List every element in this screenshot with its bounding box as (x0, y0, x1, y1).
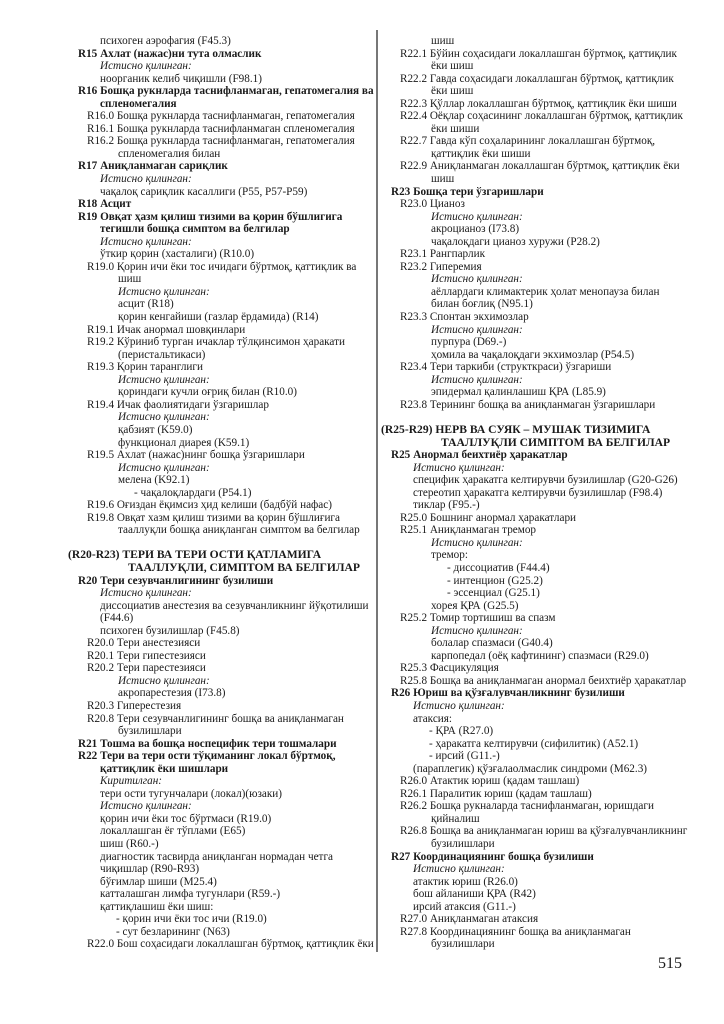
subcategory: R22.3 Қўллар локаллашган бўртмоқ, қаттиқлик ёки шиши (400, 97, 677, 110)
subcategory: R19.2 Кўриниб турган ичаклар тўлқинсимон ҳаракати (87, 336, 345, 349)
subcategory: R22.0 Бош соҳасидаги локаллашган бўртмоқ, қаттиқлик ёки (87, 938, 374, 951)
list-item: қабзият (K59.0) (118, 423, 193, 436)
subcategory: R27.8 Координациянинг бошқа ва аниқланмаган (400, 925, 631, 938)
note-label: Истисно қилинган: (431, 210, 523, 223)
list-item: қаттиқлашиш ёки шиш: (100, 900, 214, 913)
list-item: чақалоқ сариқлик касаллиги (P55, P57-P59) (100, 185, 308, 198)
note-label: Истисно қилинган: (118, 461, 210, 474)
list-item: акроцианоз (I73.8) (431, 223, 520, 236)
subcategory: R25.0 Бошнинг анормал ҳаракатлари (400, 511, 577, 524)
category-heading: R18 Асцит (78, 198, 132, 211)
note-label: Истисно қилинган: (100, 60, 192, 73)
category-heading: R17 Аниқланмаган сариқлик (78, 160, 228, 173)
category-heading: R21 Тошма ва бошқа носпецифик тери тошмалари (78, 737, 337, 750)
subcategory-cont: қийналиш (431, 812, 480, 825)
subcategory: R19.0 Қорин ичи ёки тос ичидаги бўртмоқ, қаттиқлик ва (87, 260, 357, 273)
note-label: Истисно қилинган: (100, 173, 192, 186)
subcategory-cont: бузилишлари (431, 938, 495, 951)
list-item: функционал диарея (K59.1) (118, 436, 250, 449)
subcategory-cont: бузилишлари (118, 725, 182, 738)
list-item: атаксия: (413, 712, 453, 725)
subcategory-cont: (перистальтикаси) (118, 348, 206, 361)
right-column (381, 35, 701, 951)
subcategory: R22.9 Аниқланмаган локаллашган бўртмоқ, қаттиқлик ёки (400, 160, 680, 173)
subcategory-cont: шиш (431, 173, 455, 186)
note-label: Истисно қилинган: (431, 323, 523, 336)
list-item: ноорганик келиб чиқишли (F98.1) (100, 72, 262, 85)
section-heading-cont: ТААЛЛУҚЛИ, СИМПТОМ ВА БЕЛГИЛАР (128, 560, 360, 574)
list-item: билан боғлиқ (N95.1) (431, 298, 533, 311)
note-label: Истисно қилинган: (100, 800, 192, 813)
subcategory: R23.1 Рангпарлик (400, 248, 486, 261)
note-label: Истисно қилинган: (431, 273, 523, 286)
column-divider (376, 30, 378, 952)
list-item: катталашган лимфа тугунлари (R59.-) (100, 888, 281, 901)
list-item: диагностик тасвирда аниқланган нормадан четга (100, 850, 333, 863)
note-label: Истисно қилинган: (431, 536, 523, 549)
dash-item: - эссенциал (G25.1) (447, 587, 540, 600)
subcategory-cont: шиш (118, 273, 142, 286)
subcategory-cont: бузилишлари (431, 838, 495, 850)
note-label: Истисно қилинган: (413, 461, 505, 474)
list-item: чиқишлар (R90-R93) (100, 863, 200, 876)
subcategory: R16.2 Бошқа рукнларда таснифланмаган, гепатомегалия (87, 135, 355, 148)
category-heading: R23 Бошқа тери ўзгаришлари (391, 185, 544, 198)
subcategory: R20.1 Тери гипестезияси (87, 649, 206, 662)
subcategory-cont: ёки шиш (431, 85, 474, 98)
list-item: қорин кенгайиши (газлар ёрдамида) (R14) (118, 311, 319, 324)
dash-item: - қорин ичи ёки тос ичи (R19.0) (116, 913, 267, 926)
list-item: ўткир қорин (хасталиги) (R10.0) (100, 248, 255, 261)
list-item: бўғимлар шиши (M25.4) (100, 875, 217, 888)
subcategory: R22.1 Бўйин соҳасидаги локаллашган бўртмоқ, қаттиқлик (400, 47, 677, 60)
list-item: стереотип ҳаракатга келтирувчи бузилишлар (F98.4) (413, 486, 663, 499)
subcategory: R22.2 Гавда соҳасидаги локаллашган бўртмоқ, қаттиқлик (400, 72, 674, 85)
subcategory: R20.3 Гиперестезия (87, 699, 182, 712)
category-heading: R22 Тери ва тери ости тўқиманинг локал бўртмоқ, (78, 750, 336, 763)
subcategory: R23.3 Спонтан экхимозлар (400, 311, 529, 324)
category-heading: R25 Анормал беихтиёр ҳаракатлар (391, 449, 568, 462)
dash-item: - ҳаракатга келтирувчи (сифилитик) (A52.1) (429, 737, 639, 750)
category-heading: R20 Тери сезувчанлигининг бузилиши (78, 574, 274, 587)
page-number: 515 (658, 955, 682, 972)
list-item: чақалоқдаги цианоз хуружи (P28.2) (431, 235, 600, 248)
list-item: пурпура (D69.-) (431, 336, 507, 349)
list-item: (F44.6) (100, 612, 134, 625)
subcategory: R23.0 Цианоз (400, 198, 465, 211)
subcategory: R20.8 Тери сезувчанлигининг бошқа ва аниқланмаган (87, 712, 344, 725)
subcategory-cont: шиш (431, 35, 455, 47)
subcategory: R26.2 Бошқа рукналарда таснифланмаган, юришдаги (400, 800, 654, 813)
list-item: карпопедал (оёқ кафтининг) спазмаси (R29.0) (431, 649, 649, 662)
category-heading-cont: қаттиқлик ёки шишлари (100, 762, 229, 775)
list-item: психоген аэрофагия (F45.3) (100, 35, 231, 47)
category-heading-cont: спленомегалия (100, 97, 177, 110)
subcategory: R16.0 Бошқа рукнларда таснифланмаган, гепатомегалия (87, 110, 355, 123)
note-label: Истисно қилинган: (118, 285, 210, 298)
dash-item: - сут безларининг (N63) (116, 925, 230, 938)
note-label: Киритилган: (100, 775, 162, 788)
list-item: қориндаги кучли оғриқ билан (R10.0) (118, 386, 297, 399)
note-label: Истисно қилинган: (118, 411, 210, 424)
note-label: Истисно қилинган: (431, 373, 523, 386)
note-label: Истисно қилинган: (118, 674, 210, 687)
list-item: асцит (R18) (118, 298, 174, 311)
list-item: бош айланиши ҚРА (R42) (413, 888, 536, 901)
list-item: диссоциатив анестезия ва сезувчанликнинг йўқотилиши (100, 599, 369, 612)
category-heading: R15 Ахлат (нажас)ни тута олмаслик (78, 47, 262, 60)
subcategory: R19.8 Овқат хазм қилиш тизими ва қорин бўшлиғига (87, 511, 340, 524)
subcategory: R19.6 Оғиздан ёқимсиз ҳид келиши (бадбўй нафас) (87, 499, 332, 512)
subcategory-cont: тааллуқли бошқа аниқланган симптом ва белгилар (118, 524, 360, 537)
subcategory: R19.1 Ичак анормал шовқинлари (87, 323, 246, 336)
list-item: хорея ҚРА (G25.5) (431, 599, 519, 612)
subcategory: R26.0 Атактик юриш (қадам ташлаш) (400, 775, 580, 788)
dash-item: - ирсий (G11.-) (429, 750, 500, 763)
list-item: акропарестезия (I73.8) (118, 687, 226, 700)
subcategory: R20.0 Тери анестезияси (87, 637, 201, 650)
dash-item: - чақалоқлардаги (P54.1) (134, 486, 252, 499)
subcategory-cont: ёки шиши (431, 122, 480, 135)
subcategory: R19.5 Ахлат (нажас)нинг бошқа ўзгаришлари (87, 449, 305, 462)
subcategory: R27.0 Аниқланмаган атаксия (400, 913, 539, 926)
section-heading: (R25-R29) НЕРВ ВА СУЯК – МУШАК ТИЗИМИГА (381, 422, 651, 436)
subcategory: R26.8 Бошқа ва аниқланмаган юриш ва қўзғалувчанликнинг (400, 825, 688, 838)
note-label: Истисно қилинган: (118, 373, 210, 386)
subcategory: R23.4 Тери таркиби (структкраси) ўзгариши (400, 361, 612, 374)
subcategory-cont: қаттиқлик ёки шиши (431, 147, 531, 160)
subcategory: R25.3 Фасцикуляция (400, 662, 499, 675)
subcategory: R23.8 Терининг бошқа ва аниқланмаган ўзгаришлари (400, 398, 656, 411)
list-item: тиклар (F95.-) (413, 499, 480, 512)
dash-item: - диссоциатив (F44.4) (447, 561, 550, 574)
note-label: Истисно қилинган: (413, 863, 505, 876)
subcategory: R25.1 Аниқланмаган тремор (400, 524, 537, 537)
list-item: қорин ичи ёки тос бўртмаси (R19.0) (100, 812, 272, 825)
list-item: эпидермал қалинлашиш ҚРА (L85.9) (431, 386, 606, 399)
list-item: психоген бузилишлар (F45.8) (100, 624, 240, 637)
note-label: Истисно қилинган: (413, 699, 505, 712)
section-heading-cont: ТААЛЛУҚЛИ СИМПТОМ ВА БЕЛГИЛАР (441, 435, 671, 449)
subcategory: R25.2 Томир тортишиш ва спазм (400, 612, 556, 625)
subcategory: R23.2 Гиперемия (400, 260, 482, 273)
subcategory: R20.2 Тери парестезияси (87, 662, 206, 675)
dash-item: - ҚРА (R27.0) (429, 725, 494, 738)
list-item: мелена (K92.1) (118, 474, 190, 487)
category-heading-cont: тегишли бошқа симптом ва белгилар (100, 223, 290, 236)
list-item: локаллашган ёғ тўплами (E65) (100, 825, 246, 838)
list-item: аёллардаги климактерик ҳолат менопауза билан (431, 285, 660, 298)
dash-item: - интенцион (G25.2) (447, 574, 543, 587)
section-heading: (R20-R23) ТЕРИ ВА ТЕРИ ОСТИ ҚАТЛАМИГА (68, 548, 322, 562)
list-item: специфик ҳаракатга келтирувчи бузилишлар (G20-G26) (413, 474, 678, 487)
list-item: шиш (R60.-) (100, 838, 159, 850)
note-label: Истисно қилинган: (100, 587, 192, 600)
note-label: Истисно қилинган: (100, 235, 192, 248)
list-item: болалар спазмаси (G40.4) (431, 637, 553, 650)
subcategory: R25.8 Бошқа ва аниқланмаган анормал беихтиёр ҳаракатлар (400, 674, 687, 687)
list-item: тери ости тугунчалари (локал)(юзаки) (100, 787, 283, 800)
list-item: (параплегик) қўзғалаолмаслик синдроми (M62.3) (413, 762, 648, 775)
subcategory: R22.4 Оёқлар соҳасининг локаллашган бўртмоқ, қаттиқлик (400, 110, 683, 123)
category-heading: R26 Юриш ва қўзғалувчанликнинг бузилиши (391, 687, 625, 700)
subcategory-cont: спленомегалия билан (118, 147, 221, 160)
subcategory: R16.1 Бошқа рукнларда таснифланмаган спленомегалия (87, 122, 355, 135)
list-item: тремор: (431, 549, 468, 562)
subcategory: R22.7 Гавда кўп соҳаларининг локаллашган бўртмоқ, (400, 135, 656, 148)
subcategory: R19.3 Қорин таранглиги (87, 361, 203, 374)
category-heading: R19 Овқат ҳазм қилиш тизими ва қорин бўшлигига (78, 210, 343, 223)
subcategory: R26.1 Паралитик юриш (қадам ташлаш) (400, 787, 592, 800)
note-label: Истисно қилинган: (431, 624, 523, 637)
list-item: ҳомила ва чақалоқдаги экхимозлар (P54.5) (431, 348, 635, 361)
category-heading: R16 Бошқа рукнларда таснифланмаган, гепатомегалия ва (78, 85, 374, 98)
list-item: атактик юриш (R26.0) (413, 875, 518, 888)
list-item: ирсий атаксия (G11.-) (413, 900, 516, 913)
subcategory: R19.4 Ичак фаолиятидаги ўзгаришлар (87, 398, 269, 411)
category-heading: R27 Координациянинг бошқа бузилиши (391, 850, 594, 863)
subcategory-cont: ёки шиш (431, 60, 474, 73)
left-column (68, 35, 373, 951)
